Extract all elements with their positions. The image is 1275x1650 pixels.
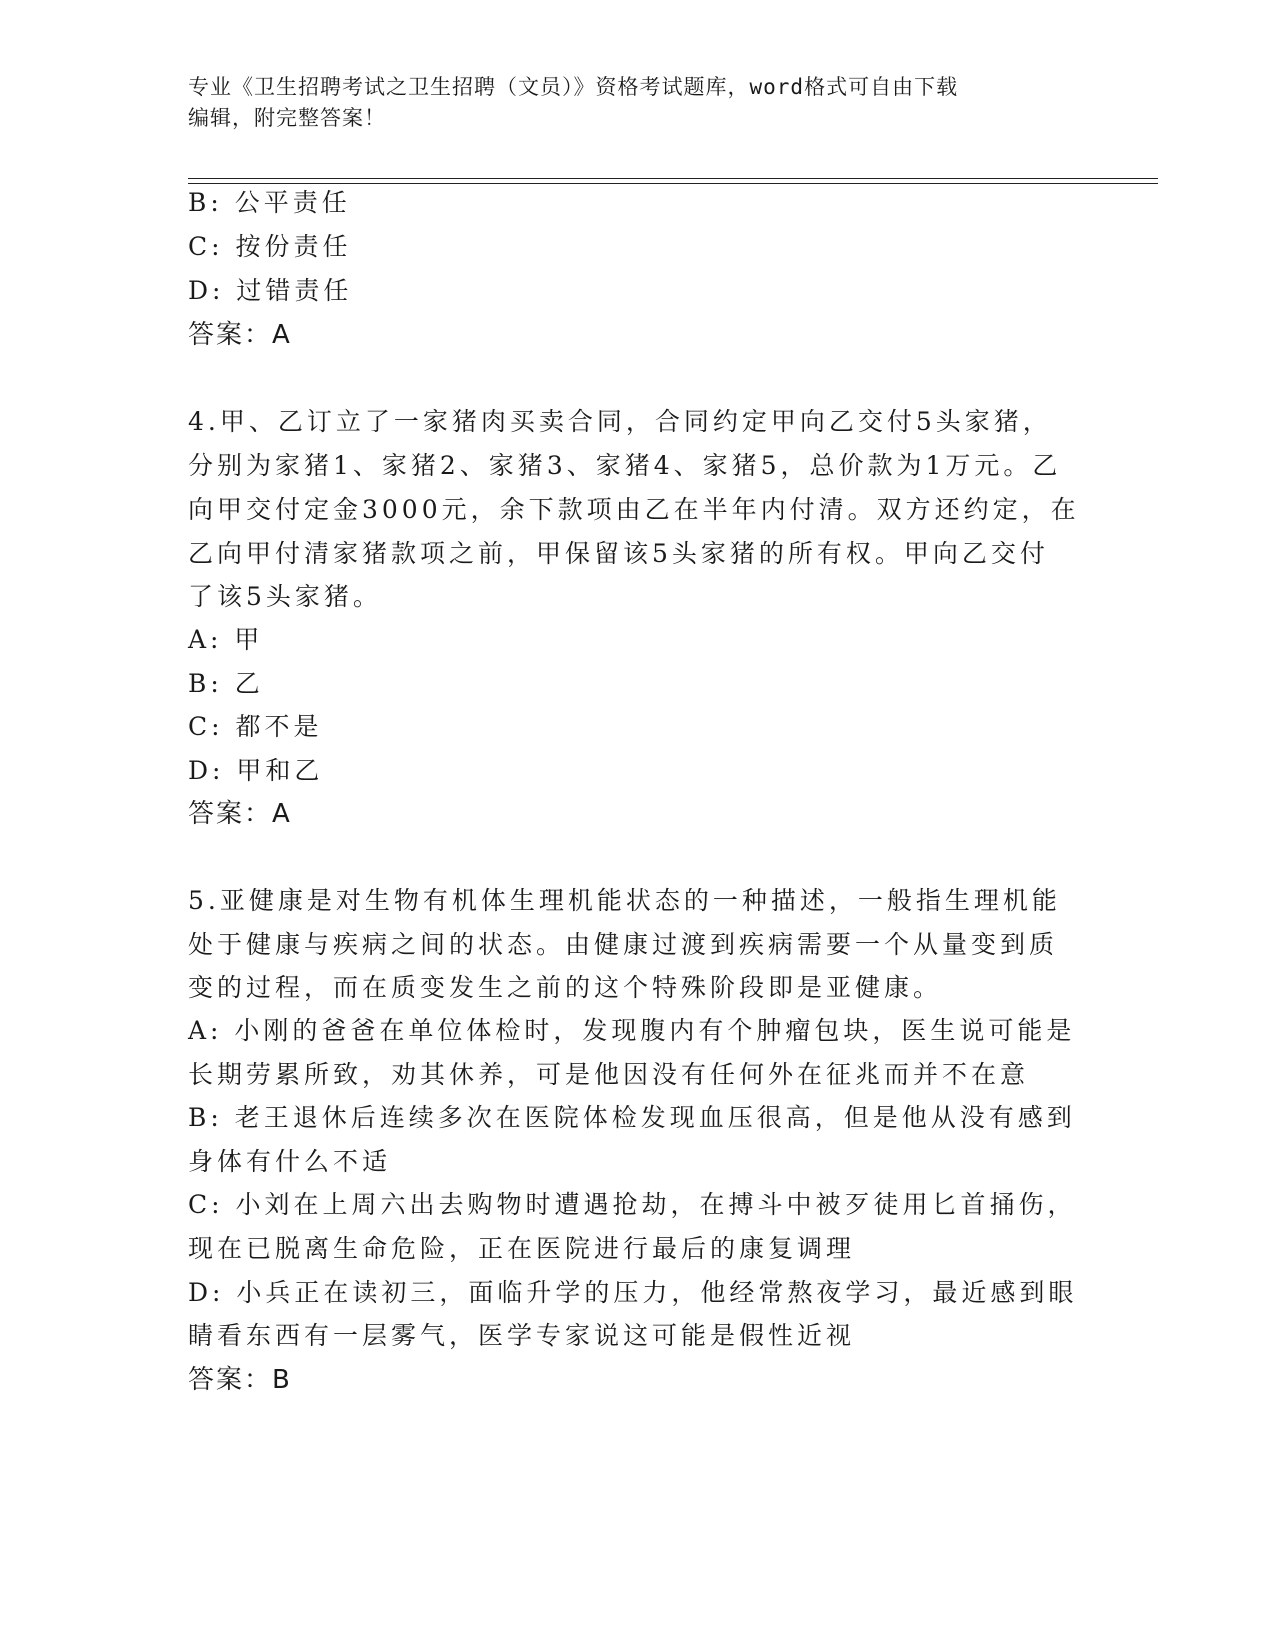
q4-stem-line: 了该5头家猪。 — [188, 582, 382, 611]
q5-option-d-line: D: 小兵正在读初三，面临升学的压力，他经常熬夜学习，最近感到眼 — [188, 1278, 1078, 1307]
q5-stem-line: 处于健康与疾病之间的状态。由健康过渡到疾病需要一个从量变到质 — [188, 930, 1059, 959]
q4-stem-line: 向甲交付定金3000元，余下款项由乙在半年内付清。双方还约定，在 — [188, 495, 1080, 524]
q5-stem-line: 5.亚健康是对生物有机体生理机能状态的一种描述，一般指生理机能 — [188, 886, 1061, 915]
q5-option-a-line: 长期劳累所致，劝其休养，可是他因没有任何外在征兆而并不在意 — [188, 1060, 1030, 1089]
q4-option-a: A: 甲 — [188, 625, 264, 654]
header-divider-top — [188, 178, 1158, 179]
q5-option-c-line: C: 小刘在上周六出去购物时遭遇抢劫，在搏斗中被歹徒用匕首捅伤， — [188, 1190, 1077, 1219]
q3-option-b: B: 公平责任 — [188, 188, 351, 217]
q5-option-b-line: 身体有什么不适 — [188, 1147, 392, 1176]
header-divider-bottom — [188, 183, 1158, 184]
q5-option-b-line: B: 老王退休后连续多次在医院体检发现血压很高，但是他从没有感到 — [188, 1103, 1076, 1132]
q4-answer: 答案：A — [188, 799, 292, 829]
header-line-2: 编辑，附完整答案！ — [188, 106, 386, 130]
q3-answer: 答案：A — [188, 320, 292, 350]
q4-stem-line: 分别为家猪1、家猪2、家猪3、家猪4、家猪5，总价款为1万元。乙 — [188, 451, 1062, 480]
q5-answer: 答案：B — [188, 1365, 292, 1395]
q3-option-d: D: 过错责任 — [188, 276, 353, 305]
q4-stem-line: 4.甲、乙订立了一家猪肉买卖合同，合同约定甲向乙交付5头家猪， — [188, 407, 1052, 436]
q5-option-d-line: 睛看东西有一层雾气，医学专家说这可能是假性近视 — [188, 1321, 856, 1350]
header-line-1: 专业《卫生招聘考试之卫生招聘（文员）》资格考试题库，word格式可自由下载 — [188, 75, 959, 99]
q3-option-c: C: 按份责任 — [188, 232, 352, 261]
q5-option-a-line: A: 小刚的爸爸在单位体检时，发现腹内有个肿瘤包块，医生说可能是 — [188, 1016, 1076, 1045]
q4-option-b: B: 乙 — [188, 669, 264, 698]
page-header — [188, 72, 1088, 134]
q4-option-d: D: 甲和乙 — [188, 756, 324, 785]
q5-option-c-line: 现在已脱离生命危险，正在医院进行最后的康复调理 — [188, 1234, 856, 1263]
q5-stem-line: 变的过程，而在质变发生之前的这个特殊阶段即是亚健康。 — [188, 973, 943, 1002]
q4-option-c: C: 都不是 — [188, 712, 323, 741]
q4-stem-line: 乙向甲付清家猪款项之前，甲保留该5头家猪的所有权。甲向乙交付 — [188, 539, 1049, 568]
